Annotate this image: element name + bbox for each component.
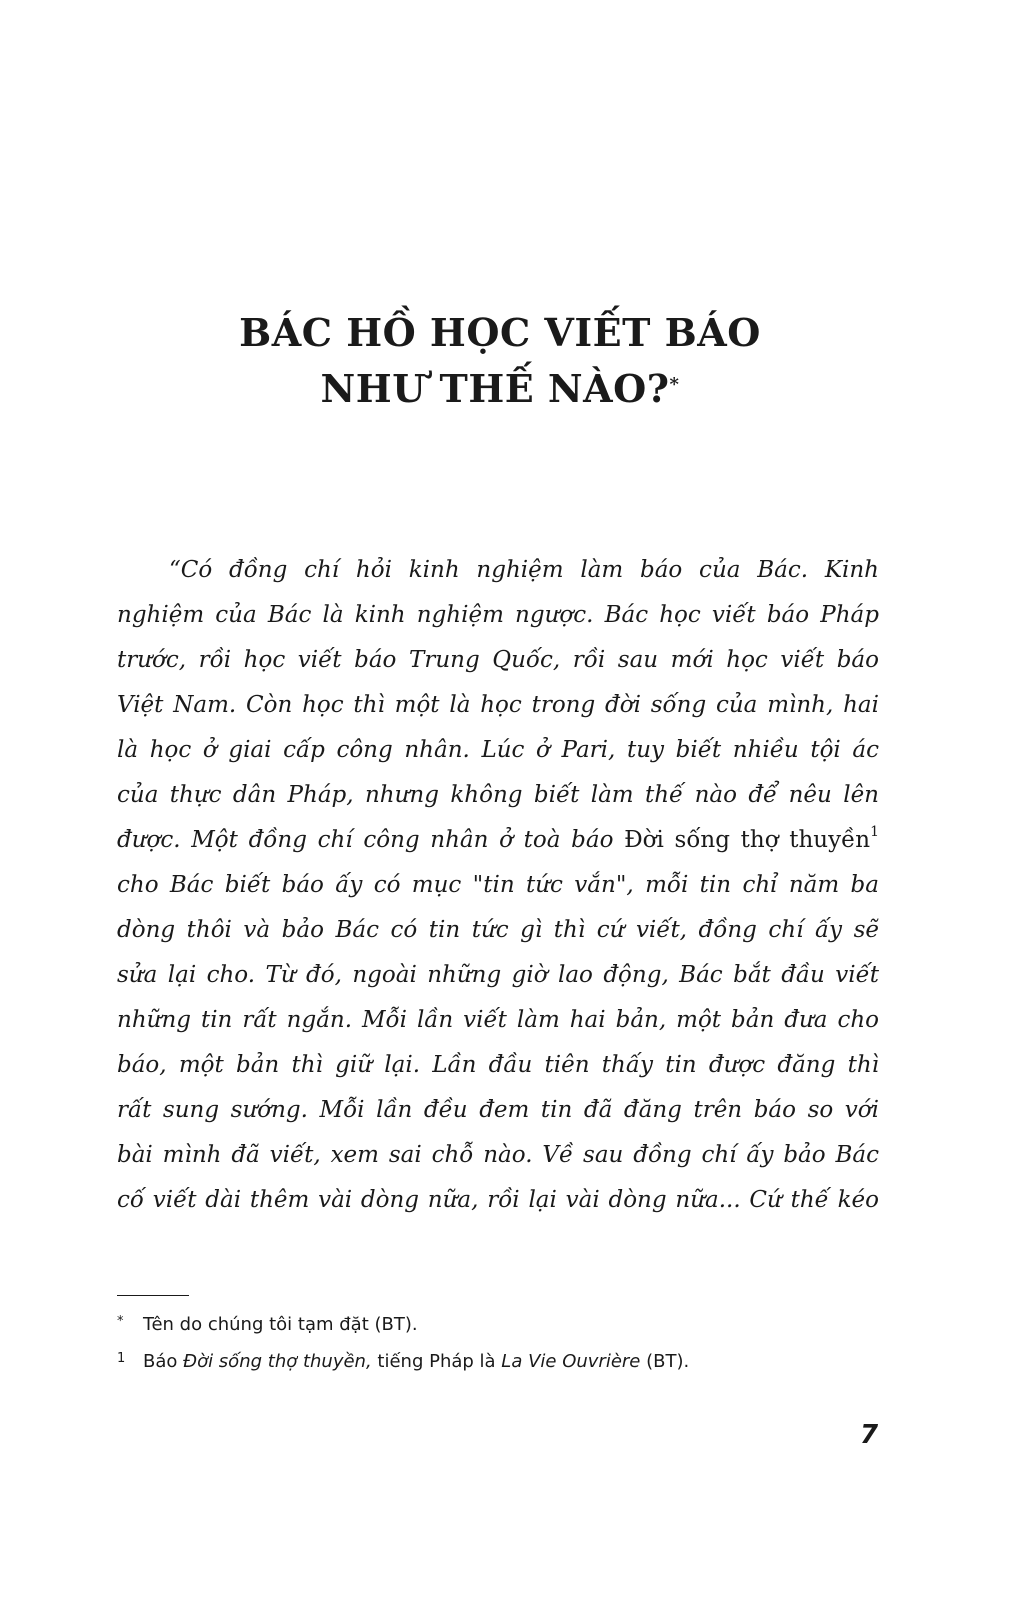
body-line-with-newspaper bbox=[117, 818, 879, 863]
title-footnote-marker: * bbox=[669, 374, 680, 395]
body-line: sửa lại cho. Từ đó, ngoài những giờ lao động, Bác bắt đầu viết bbox=[117, 962, 879, 988]
body-line: bài mình đã viết, xem sai chỗ nào. Về sau đồng chí ấy bảo Bác bbox=[117, 1142, 879, 1168]
footnote-reference-1: 1 bbox=[870, 824, 879, 840]
footnote-prefix: Báo bbox=[143, 1351, 184, 1372]
body-line: là học ở giai cấp công nhân. Lúc ở Pari, tuy biết nhiều tội ác bbox=[117, 737, 879, 763]
body-line: rất sung sướng. Mỗi lần đều đem tin đã đăng trên báo so với bbox=[117, 1097, 879, 1123]
body-line: cố viết dài thêm vài dòng nữa, rồi lại vài dòng nữa... Cứ thế kéo bbox=[117, 1187, 879, 1213]
body-line: những tin rất ngắn. Mỗi lần viết làm hai bản, một bản đưa cho bbox=[117, 1007, 879, 1033]
footnote-french-title: La Vie Ouvrière bbox=[501, 1351, 641, 1372]
page-number: 7 bbox=[860, 1420, 879, 1450]
footnote-1 bbox=[117, 1350, 689, 1374]
body-line: dòng thôi và bảo Bác có tin tức gì thì cứ viết, đồng chí ấy sẽ bbox=[117, 917, 879, 943]
footnote-asterisk bbox=[117, 1313, 418, 1337]
chapter-title-line-1: BÁC HỒ HỌC VIẾT BÁO bbox=[239, 310, 761, 355]
footnote-suffix: (BT). bbox=[640, 1351, 690, 1372]
body-line: báo, một bản thì giữ lại. Lần đầu tiên thấy tin được đăng thì bbox=[117, 1052, 879, 1078]
footnote-separator bbox=[117, 1295, 189, 1296]
body-line: Việt Nam. Còn học thì một là học trong đời sống của mình, hai bbox=[117, 692, 879, 718]
footnote-marker: 1 bbox=[117, 1351, 126, 1366]
body-line: “Có đồng chí hỏi kinh nghiệm làm báo của Bác. Kinh bbox=[169, 557, 879, 583]
body-line: nghiệm của Bác là kinh nghiệm ngược. Bác học viết báo Pháp bbox=[117, 602, 879, 628]
footnote-middle: tiếng Pháp là bbox=[371, 1351, 502, 1372]
chapter-title bbox=[0, 305, 1000, 417]
body-line: cho Bác biết báo ấy có mục "tin tức vắn", mỗi tin chỉ năm ba bbox=[117, 872, 879, 898]
body-line: trước, rồi học viết báo Trung Quốc, rồi sau mới học viết báo bbox=[117, 647, 879, 673]
body-line: của thực dân Pháp, nhưng không biết làm thế nào để nêu lên bbox=[117, 782, 879, 808]
chapter-title-line-2: NHƯ THẾ NÀO? bbox=[320, 366, 670, 411]
footnote-newspaper-title: Đời sống thợ thuyền, bbox=[183, 1351, 372, 1372]
footnote-text: Tên do chúng tôi tạm đặt (BT). bbox=[143, 1314, 418, 1335]
body-paragraph bbox=[117, 548, 879, 1223]
newspaper-name: Đời sống thợ thuyền bbox=[624, 827, 871, 853]
body-line-text: được. Một đồng chí công nhân ở toà báo bbox=[117, 827, 625, 853]
footnote-marker: * bbox=[117, 1314, 124, 1329]
